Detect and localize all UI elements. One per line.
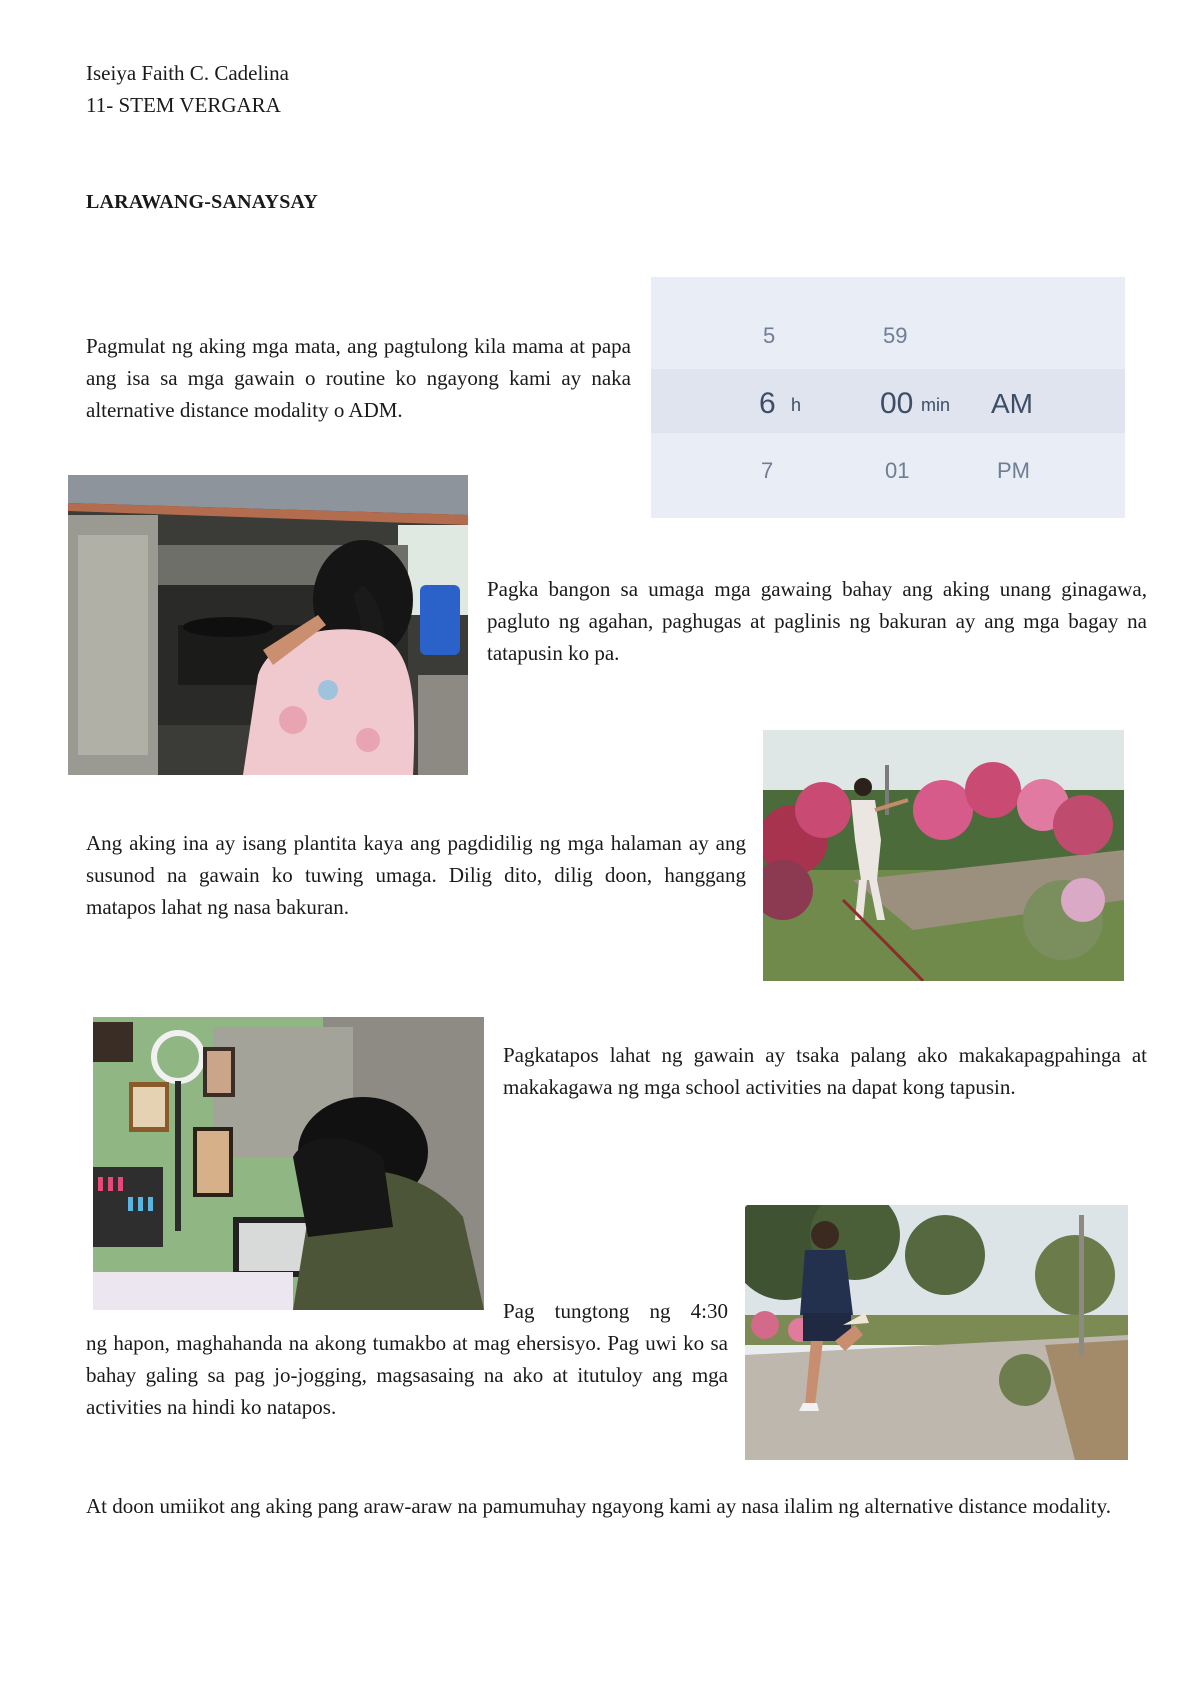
timer-hour-unit: h bbox=[791, 395, 802, 415]
paragraph-exercise-first-line: Pag tungtong ng 4:30 bbox=[503, 1299, 728, 1323]
cooking-photo bbox=[68, 475, 468, 775]
author-name: Iseiya Faith C. Cadelina bbox=[86, 61, 289, 85]
garden-watering-photo bbox=[763, 730, 1124, 981]
alarm-time-picker-photo bbox=[651, 277, 1125, 518]
timer-minute-selected: 00 bbox=[880, 387, 914, 420]
timer-minute-prev: 59 bbox=[883, 323, 908, 348]
paragraph-school-activities: Pagkatapos lahat ng gawain ay tsaka palang ako makakapagpahinga at makakagawa ng mga school activities na dapat kong tapusin. bbox=[503, 1043, 1147, 1099]
timer-hour-selected: 6 bbox=[759, 387, 776, 420]
timer-minute-unit: min bbox=[921, 395, 951, 415]
studying-photo bbox=[93, 1017, 484, 1310]
paragraph-watering-plants: Ang aking ina ay isang plantita kaya ang pagdidilig ng mga halaman ay ang susunod na gawain ko tuwing umaga. Dilig dito, dilig doon, hanggang matapos lahat ng nasa bakuran. bbox=[86, 831, 746, 919]
timer-period-selected: AM bbox=[991, 388, 1033, 419]
class-section: 11- STEM VERGARA bbox=[86, 93, 281, 117]
paragraph-household-chores: Pagka bangon sa umaga mga gawaing bahay ang aking unang ginagawa, pagluto ng agahan, paghugas at paglinis ng bakuran ay ang mga bagay na tatapusin ko pa. bbox=[487, 577, 1147, 665]
paragraph-morning-routine: Pagmulat ng aking mga mata, ang pagtulong kila mama at papa ang isa sa mga gawain o routine ko ngayong kami ay naka alternative distance modality o ADM. bbox=[86, 334, 631, 422]
paragraph-conclusion: At doon umiikot ang aking pang araw-araw na pamumuhay ngayong kami ay nasa ilalim ng alternative distance modality. bbox=[86, 1494, 1112, 1518]
paragraph-exercise: ng hapon, maghahanda na akong tumakbo at mag ehersisyo. Pag uwi ko sa bahay galing sa pag jo-jogging, magsasaing na ako at itutuloy ang mga activities na hindi ko natapos. bbox=[86, 1331, 728, 1419]
exercise-photo bbox=[745, 1205, 1128, 1460]
document-title: LARAWANG-SANAYSAY bbox=[86, 191, 318, 213]
timer-minute-next: 01 bbox=[885, 458, 910, 483]
timer-period-next: PM bbox=[997, 458, 1030, 483]
timer-hour-prev: 5 bbox=[763, 323, 776, 348]
timer-hour-next: 7 bbox=[761, 458, 774, 483]
